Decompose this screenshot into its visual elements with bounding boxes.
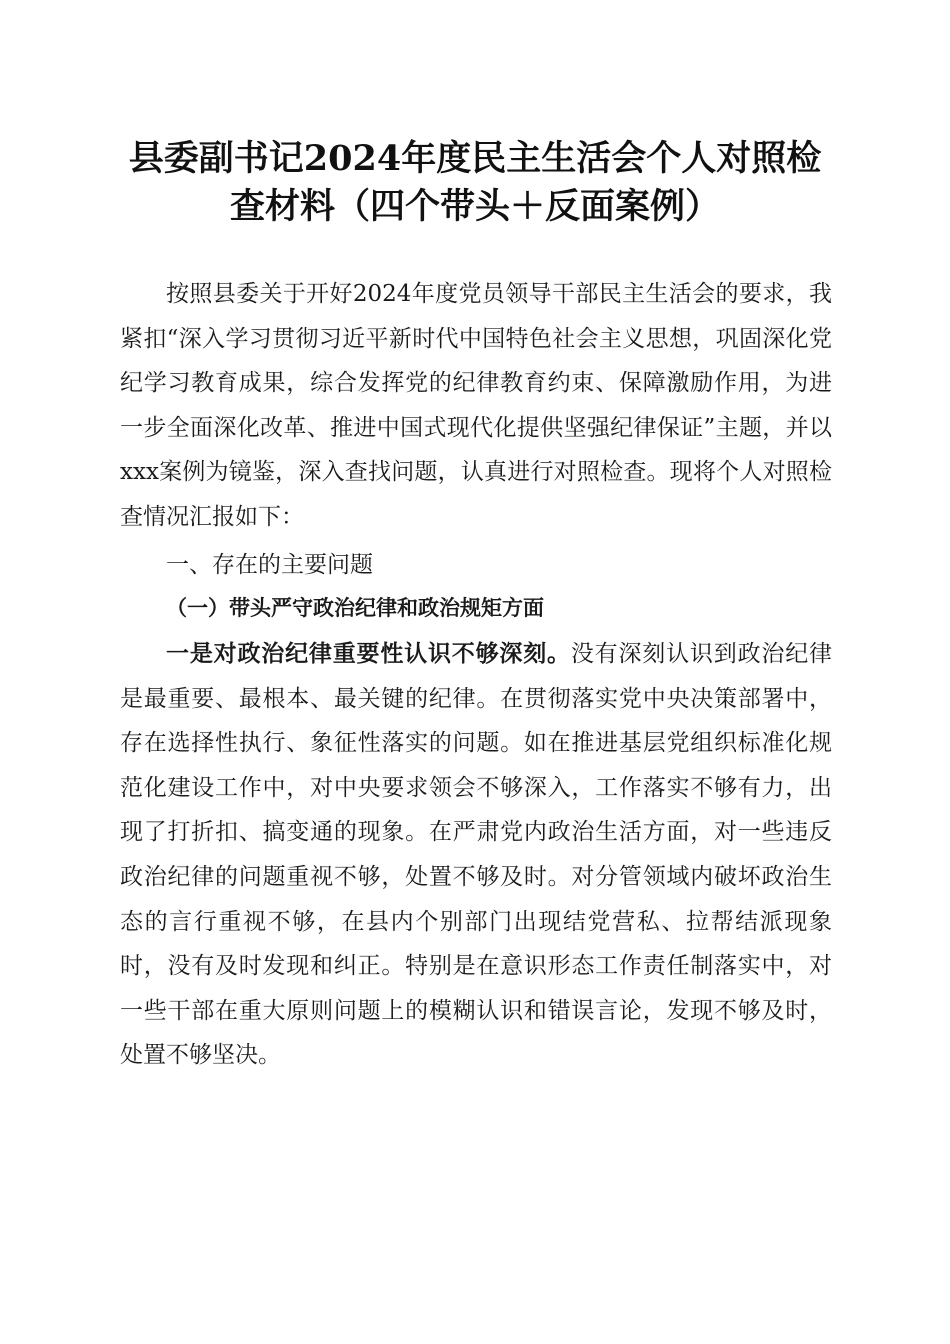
subsection-heading: （一）带头严守政治纪律和政治规矩方面: [166, 595, 544, 620]
intro-paragraph: 按照县委关于开好2024年度党员领导干部民主生活会的要求，我紧扣“深入学习贯彻习近平新时代中国特色社会主义思想，巩固深化党纪学习教育成果，综合发挥党的纪律教育约束、保障激励作用，为进一步全面深化改革、推进中国式现代化提供坚强纪律保证”主题，并以xxx案例为镜鉴，深入查找问题，认真进行对照检查。现将个人对照检查情况汇报如下：: [120, 281, 832, 530]
paragraph-body-text: 没有深刻认识到政治纪律是最重要、最根本、最关键的纪律。在贯彻落实党中央决策部署中，存在选择性执行、象征性落实的问题。如在推进基层党组织标准化规范化建设工作中，对中央要求领会不够深入，工作落实不够有力，出现了打折扣、搞变通的现象。在严肃党内政治生活方面，对一些违反政治纪律的问题重视不够，处置不够及时。对分管领域内破坏政治生态的言行重视不够，在县内个别部门出现结党营私、拉帮结派现象时，没有及时发现和纠正。特别是在意识形态工作责任制落实中，对一些干部在重大原则问题上的模糊认识和错误言论，发现不够及时，处置不够坚决。: [120, 641, 833, 1069]
body-paragraph: [120, 632, 832, 1078]
paragraph-lead-sentence: 一是对政治纪律重要性认识不够深刻。: [166, 640, 571, 667]
document-title-line-1: 县委副书记2024年度民主生活会个人对照检: [128, 138, 822, 179]
section-heading: 一、存在的主要问题: [166, 552, 373, 578]
document-title-line-2: 查材料（四个带头＋反面案例）: [229, 186, 720, 227]
